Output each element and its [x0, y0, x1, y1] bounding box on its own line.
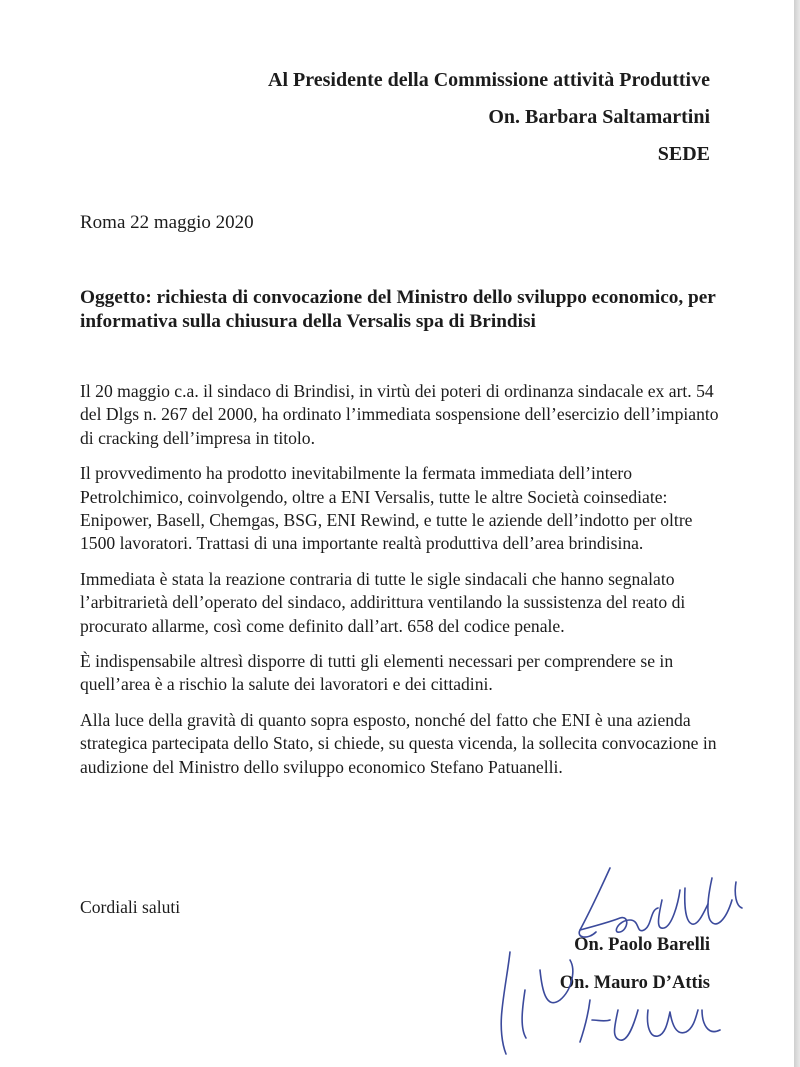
body-paragraph: Alla luce della gravità di quanto sopra esposto, nonché del fatto che ENI è una azienda strategica partecipata dello Stato, si chiede, su questa vicenda, la sollecita convocazione in audizione del Ministro dello sviluppo economico Stefano Patuanelli. — [80, 709, 717, 777]
recipient-line-3: SEDE — [657, 143, 710, 165]
page-shadow-edge — [794, 0, 800, 1067]
closing-greeting: Cordiali saluti — [80, 897, 181, 917]
handwritten-signatures — [480, 860, 760, 1060]
recipient-line-1: Al Presidente della Commissione attività Produttive — [268, 69, 710, 91]
signatory-1: On. Paolo Barelli — [574, 935, 710, 955]
letter-subject: Oggetto: richiesta di convocazione del Ministro dello sviluppo economico, per informativa sulla chiusura della Versalis spa di Brindisi — [80, 287, 716, 332]
recipient-line-2: On. Barbara Saltamartini — [488, 106, 710, 128]
signatory-2: On. Mauro D’Attis — [559, 973, 710, 993]
body-paragraph: Il 20 maggio c.a. il sindaco di Brindisi, in virtù dei poteri di ordinanza sindacale ex art. 54 del Dlgs n. 267 del 2000, ha ordinato l’immediata sospensione dell’esercizio dell’impianto di cracking dell’impresa in titolo. — [80, 381, 719, 448]
body-paragraph: Immediata è stata la reazione contraria di tutte le sigle sindacali che hanno segnalato l’arbitrarietà dell’operato del sindaco, addirittura ventilando la sussistenza del reato di procurato allarme, così come definito dall’art. 658 del codice penale. — [80, 568, 686, 636]
letter-date: Roma 22 maggio 2020 — [80, 212, 254, 233]
letter-body — [80, 380, 720, 791]
body-paragraph: È indispensabile altresì disporre di tutti gli elementi necessari per comprendere se in quell’area è a rischio la salute dei lavoratori e dei cittadini. — [80, 651, 674, 695]
body-paragraph: Il provvedimento ha prodotto inevitabilmente la fermata immediata dell’intero Petrolchimico, coinvolgendo, oltre a ENI Versalis, tutte le altre Società coinsediate: Enipower, Basell, Chemgas, BSG, ENI Rewind, e tutte le aziende dell’indotto per oltre 1500 lavoratori. Trattasi di una importante realtà produttiva dell’area brindisina. — [80, 463, 693, 554]
